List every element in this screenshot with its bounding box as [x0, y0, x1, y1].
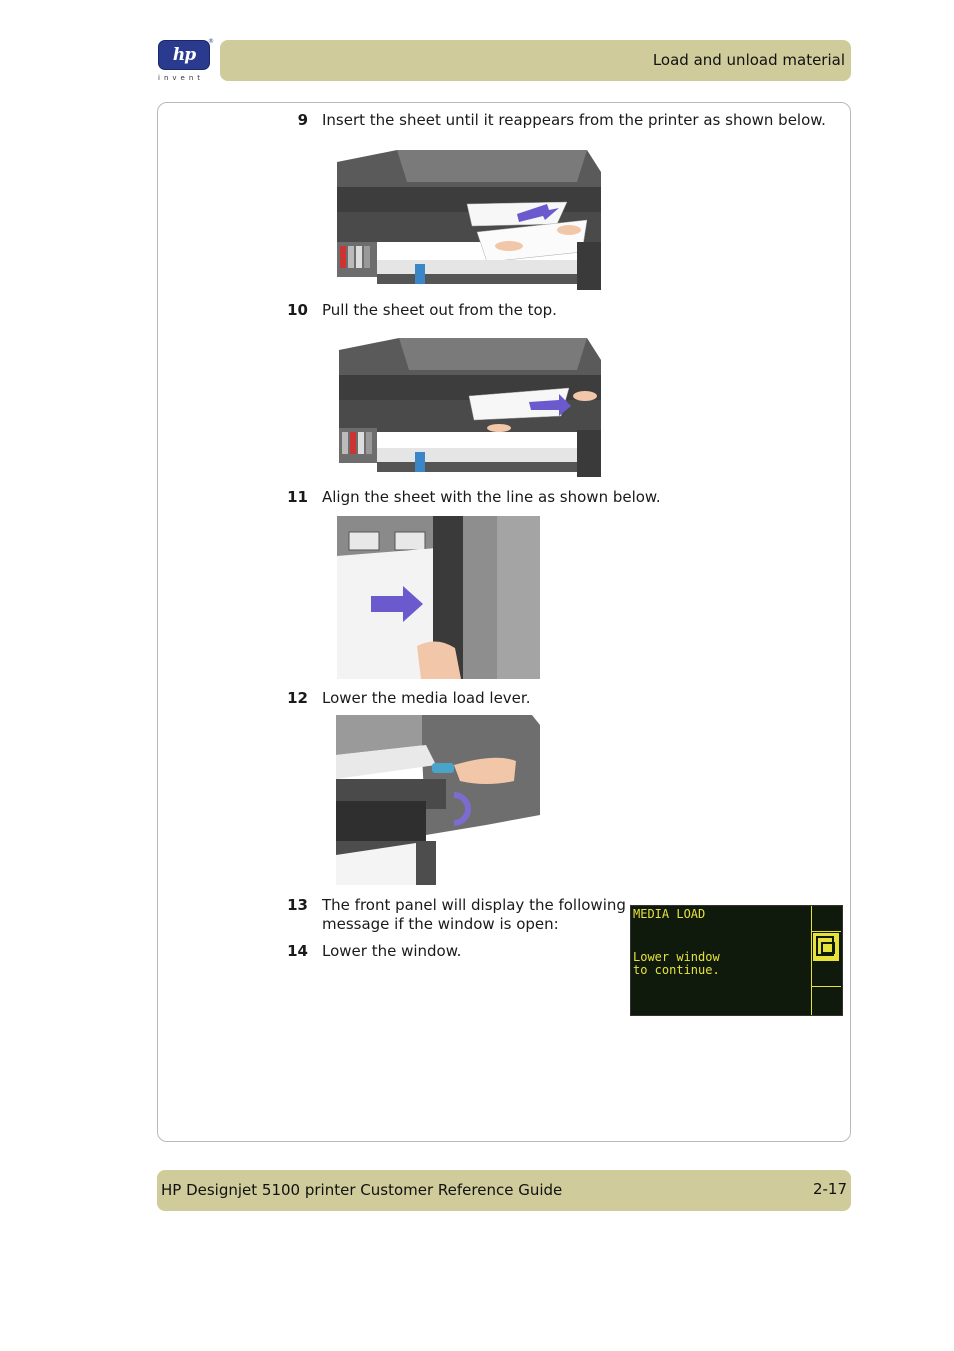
- step-number: 10: [287, 301, 308, 319]
- step-number: 9: [297, 111, 308, 129]
- section-title: Load and unload material: [652, 51, 845, 69]
- step-text: Insert the sheet until it reappears from the printer as shown below.: [322, 111, 826, 129]
- sheet-align-illustration: [337, 516, 540, 679]
- step-text-line-2: message if the window is open:: [322, 915, 559, 933]
- step-number: 13: [287, 896, 308, 914]
- guide-title: HP Designjet 5100 printer Customer Reference Guide: [161, 1181, 563, 1199]
- step-text: Align the sheet with the line as shown below.: [322, 488, 661, 506]
- step-text-line-1: The front panel will display the following: [322, 896, 626, 914]
- step-text: Lower the window.: [322, 942, 462, 960]
- logo-tagline: invent: [158, 74, 205, 82]
- step-text: Lower the media load lever.: [322, 689, 531, 707]
- footer-bar: [157, 1170, 851, 1211]
- page-number: 2-17: [812, 1180, 847, 1198]
- lcd-message-line-2: to continue.: [633, 963, 720, 977]
- lcd-message-line-1: Lower window: [633, 950, 720, 964]
- hp-logo: hp ® invent: [158, 38, 214, 82]
- lcd-title: MEDIA LOAD: [633, 907, 706, 921]
- hp-logo-icon: hp: [158, 40, 210, 70]
- step-text: Pull the sheet out from the top.: [322, 301, 557, 319]
- header-bar: [220, 40, 851, 81]
- front-panel-display: [630, 905, 843, 1016]
- window-icon: [813, 933, 839, 961]
- media-lever-illustration: [336, 715, 540, 885]
- step-number: 11: [287, 488, 308, 506]
- step-number: 14: [287, 942, 308, 960]
- step-number: 12: [287, 689, 308, 707]
- printer-sheet-pull-illustration: [339, 330, 601, 477]
- printer-sheet-insert-illustration: [337, 142, 601, 290]
